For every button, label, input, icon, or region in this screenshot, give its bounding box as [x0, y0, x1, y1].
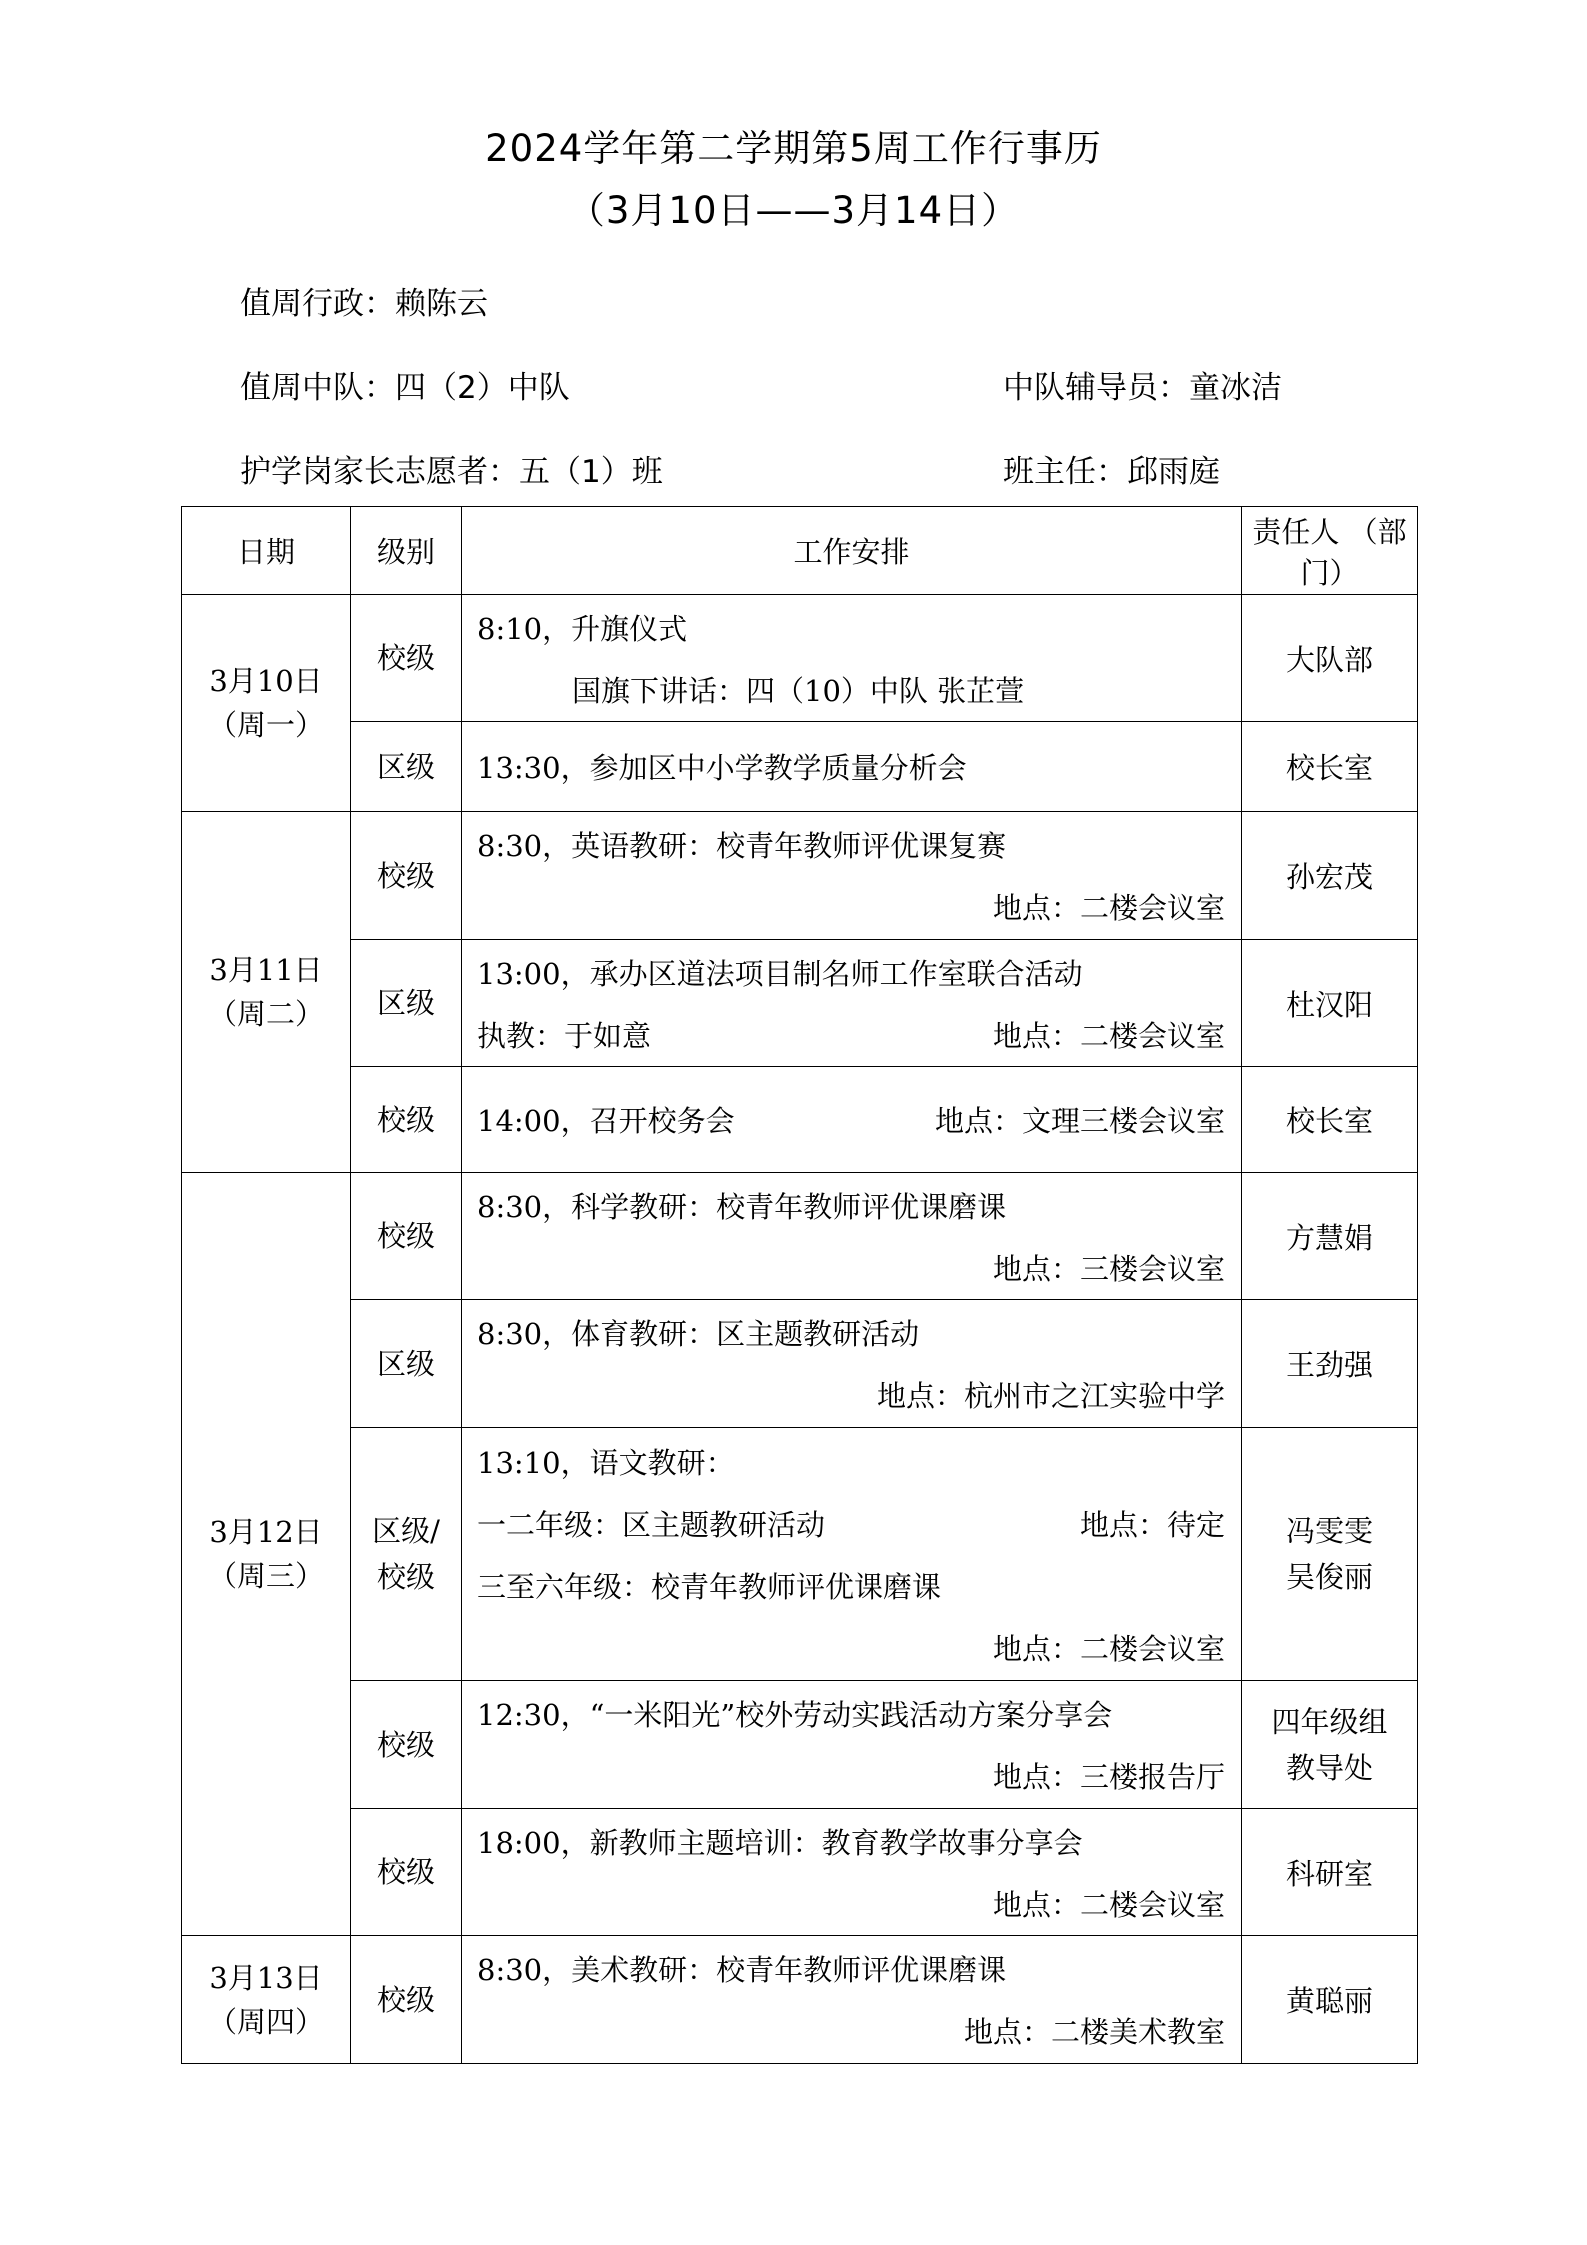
squad-counselor: 中队辅导员：童冰洁	[1003, 370, 1282, 406]
work-line-right: 地点：待定	[1079, 1507, 1225, 1542]
work-line-right: 地点：二楼会议室	[992, 1018, 1225, 1053]
work-cell	[462, 1809, 1242, 1936]
work-line-left: 14:00，召开校务会	[477, 1104, 735, 1138]
date-cell	[182, 595, 351, 812]
duty-admin: 值周行政：赖陈云	[240, 286, 488, 322]
header-resp	[1242, 507, 1418, 595]
work-line: 地点：二楼会议室	[992, 891, 1225, 925]
level-cell: 校级	[351, 1173, 462, 1300]
resp-line2: 吴俊丽	[1285, 1560, 1373, 1594]
table-row	[182, 595, 1418, 722]
table-row	[182, 1809, 1418, 1936]
resp-cell	[1242, 1681, 1418, 1809]
resp-line1: 冯雯雯	[1285, 1514, 1373, 1548]
work-cell	[462, 812, 1242, 940]
weekday-label: （周四）	[207, 2004, 324, 2039]
work-cell	[462, 1300, 1242, 1428]
level-cell: 区级	[351, 940, 462, 1067]
date-label: 3月12日	[209, 1515, 323, 1549]
work-line: 8:30，体育教研：区主题教研活动	[477, 1317, 920, 1351]
level-line2: 校级	[376, 1560, 435, 1594]
level-cell: 校级	[351, 1809, 462, 1936]
header-resp-line1: 责任人	[1252, 514, 1340, 549]
work-cell	[462, 1067, 1242, 1173]
work-cell	[462, 595, 1242, 722]
date-label: 3月11日	[209, 953, 323, 987]
resp-line2: 教导处	[1285, 1750, 1373, 1785]
level-cell: 校级	[351, 1067, 462, 1173]
level-cell: 校级	[351, 812, 462, 940]
level-cell	[351, 1428, 462, 1681]
level-cell: 校级	[351, 595, 462, 722]
table-row	[182, 1173, 1418, 1300]
work-cell	[462, 1428, 1242, 1681]
resp-cell: 大队部	[1242, 595, 1418, 722]
table-row	[182, 722, 1418, 812]
work-cell	[462, 1681, 1242, 1809]
date-label: 3月10日	[209, 664, 323, 698]
work-line: 地点：二楼美术教室	[963, 2015, 1225, 2049]
work-line: 13:30，参加区中小学教学质量分析会	[477, 751, 967, 785]
date-cell	[182, 812, 351, 1173]
date-cell	[182, 1173, 351, 1936]
level-cell: 区级	[351, 1300, 462, 1428]
work-line: 地点：二楼会议室	[992, 1631, 1225, 1666]
level-line1: 区级/	[372, 1514, 440, 1548]
work-cell	[462, 940, 1242, 1067]
header-row	[182, 507, 1418, 595]
level-cell: 区级	[351, 722, 462, 812]
table-row	[182, 1681, 1418, 1809]
work-line: 地点：杭州市之江实验中学	[876, 1379, 1225, 1413]
date-label: 3月13日	[209, 1960, 323, 1995]
duty-squad: 值周中队：四（2）中队	[240, 370, 570, 406]
schedule-table	[181, 506, 1418, 2064]
date-cell	[182, 1936, 351, 2064]
header-work: 工作安排	[462, 507, 1242, 595]
resp-cell: 校长室	[1242, 1067, 1418, 1173]
work-line: 18:00，新教师主题培训：教育教学故事分享会	[477, 1825, 1083, 1860]
table-row	[182, 940, 1418, 1067]
resp-cell: 校长室	[1242, 722, 1418, 812]
resp-cell	[1242, 1428, 1418, 1681]
work-line: 地点：三楼会议室	[992, 1251, 1225, 1286]
header-date: 日期	[182, 507, 351, 595]
resp-cell: 王劲强	[1242, 1300, 1418, 1428]
work-line: 地点：三楼报告厅	[992, 1760, 1225, 1794]
work-line-left: 执教：于如意	[477, 1018, 652, 1053]
table-row	[182, 1300, 1418, 1428]
page-subtitle: （3月10日——3月14日）	[567, 189, 1020, 232]
table-row	[182, 812, 1418, 940]
work-line: 8:30，美术教研：校青年教师评优课磨课	[477, 1953, 1007, 1987]
table-row	[182, 1067, 1418, 1173]
weekday-label: （周三）	[207, 1559, 324, 1593]
resp-cell: 科研室	[1242, 1809, 1418, 1936]
resp-cell: 杜汉阳	[1242, 940, 1418, 1067]
work-line: 13:10，语文教研：	[477, 1445, 735, 1480]
work-line: 地点：二楼会议室	[992, 1887, 1225, 1922]
work-line: 8:30，科学教研：校青年教师评优课磨课	[477, 1189, 1007, 1224]
header-resp-line2: （部门）	[1300, 514, 1407, 590]
work-line: 8:10，升旗仪式	[477, 611, 688, 646]
work-line: 三至六年级：校青年教师评优课磨课	[477, 1569, 942, 1604]
resp-line1: 四年级组	[1271, 1704, 1388, 1739]
resp-cell: 黄聪丽	[1242, 1936, 1418, 2064]
work-line-left: 一二年级：区主题教研活动	[477, 1507, 826, 1542]
work-line: 12:30，“一米阳光”校外劳动实践活动方案分享会	[477, 1698, 1113, 1732]
weekday-label: （周一）	[207, 708, 324, 742]
parent-volunteer: 护学岗家长志愿者：五（1）班	[240, 454, 663, 490]
table-row	[182, 1936, 1418, 2064]
header-level: 级别	[351, 507, 462, 595]
table-row	[182, 1428, 1418, 1681]
level-cell: 校级	[351, 1936, 462, 2064]
level-cell: 校级	[351, 1681, 462, 1809]
work-cell	[462, 1936, 1242, 2064]
work-line: 国旗下讲话：四（10）中队 张芷萱	[572, 673, 1025, 708]
resp-cell: 方慧娟	[1242, 1173, 1418, 1300]
work-line: 13:00，承办区道法项目制名师工作室联合活动	[477, 956, 1083, 991]
class-teacher: 班主任：邱雨庭	[1003, 454, 1220, 490]
work-cell	[462, 1173, 1242, 1300]
work-cell	[462, 722, 1242, 812]
weekday-label: （周二）	[207, 997, 324, 1031]
work-line: 8:30，英语教研：校青年教师评优课复赛	[477, 829, 1007, 863]
resp-cell: 孙宏茂	[1242, 812, 1418, 940]
page-title: 2024学年第二学期第5周工作行事历	[485, 127, 1102, 170]
work-line-right: 地点：文理三楼会议室	[934, 1104, 1225, 1138]
